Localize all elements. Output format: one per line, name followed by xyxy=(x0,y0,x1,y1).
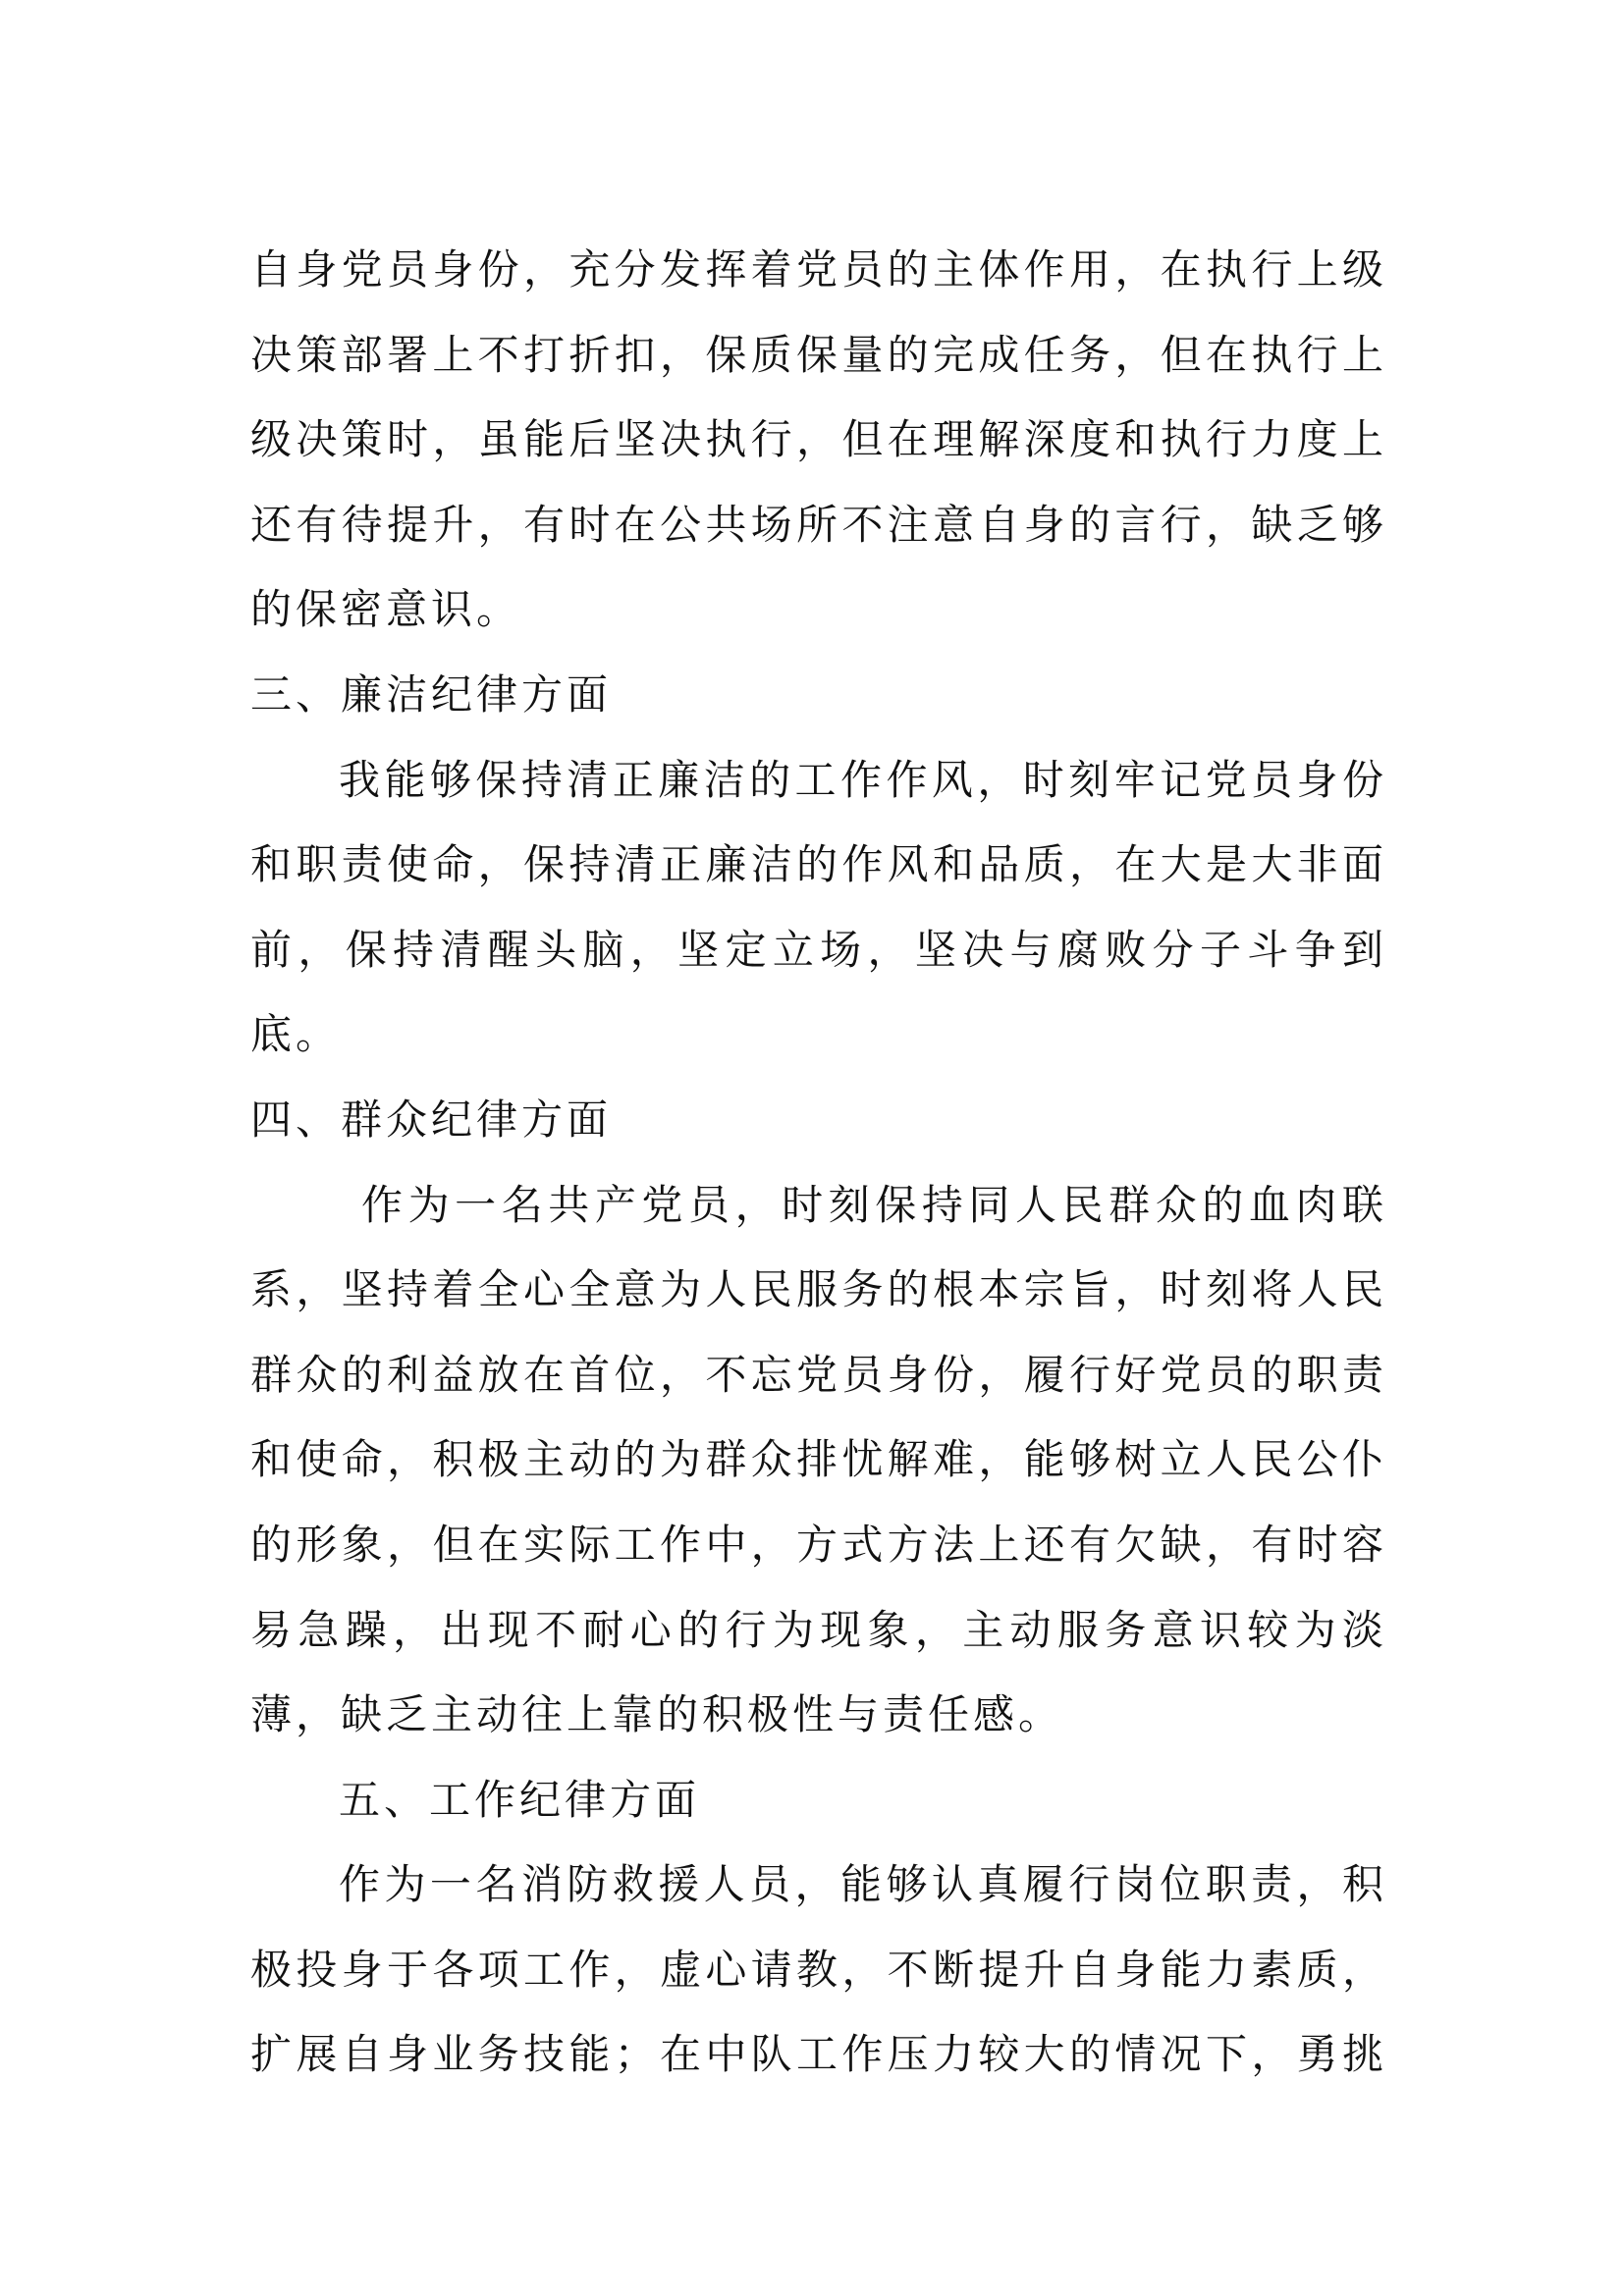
text-line: 还有待提升，有时在公共场所不注意自身的言行，缺乏够 xyxy=(250,500,1387,549)
text-line: 作为一名消防救援人员，能够认真履行岗位职责，积 xyxy=(339,1860,1387,1909)
section-heading: 四、群众纪律方面 xyxy=(250,1095,613,1144)
text-line: 前，保持清醒头脑，坚定立场，坚决与腐败分子斗争到 xyxy=(250,925,1387,974)
text-line: 的形象，但在实际工作中，方式方法上还有欠缺，有时容 xyxy=(250,1520,1387,1569)
text-line: 扩展自身业务技能；在中队工作压力较大的情况下，勇挑 xyxy=(250,2030,1387,2079)
text-line: 和使命，积极主动的为群众排忧解难，能够树立人民公仆 xyxy=(250,1435,1387,1484)
text-line: 和职责使命，保持清正廉洁的作风和品质，在大是大非面 xyxy=(250,840,1387,889)
text-line: 作为一名共产党员，时刻保持同人民群众的血肉联 xyxy=(361,1180,1387,1229)
text-line: 薄，缺乏主动往上靠的积极性与责任感。 xyxy=(250,1690,1064,1739)
text-line: 我能够保持清正廉洁的工作作风，时刻牢记党员身份 xyxy=(339,755,1387,804)
section-heading: 三、廉洁纪律方面 xyxy=(250,669,613,719)
text-line: 易急躁，出现不耐心的行为现象，主动服务意识较为淡 xyxy=(250,1605,1387,1654)
text-line: 自身党员身份，充分发挥着党员的主体作用，在执行上级 xyxy=(250,245,1387,294)
document-page xyxy=(250,228,1387,2098)
text-line: 极投身于各项工作，虚心请教，不断提升自身能力素质， xyxy=(250,1945,1387,1994)
text-line: 决策部署上不打折扣，保质保量的完成任务，但在执行上 xyxy=(250,330,1387,379)
text-line: 级决策时，虽能后坚决执行，但在理解深度和执行力度上 xyxy=(250,415,1387,464)
text-line: 底。 xyxy=(250,1010,342,1059)
text-line: 的保密意识。 xyxy=(250,585,522,634)
text-line: 系，坚持着全心全意为人民服务的根本宗旨，时刻将人民 xyxy=(250,1265,1387,1314)
text-line: 群众的利益放在首位，不忘党员身份，履行好党员的职责 xyxy=(250,1350,1387,1399)
section-heading: 五、工作纪律方面 xyxy=(339,1775,701,1824)
